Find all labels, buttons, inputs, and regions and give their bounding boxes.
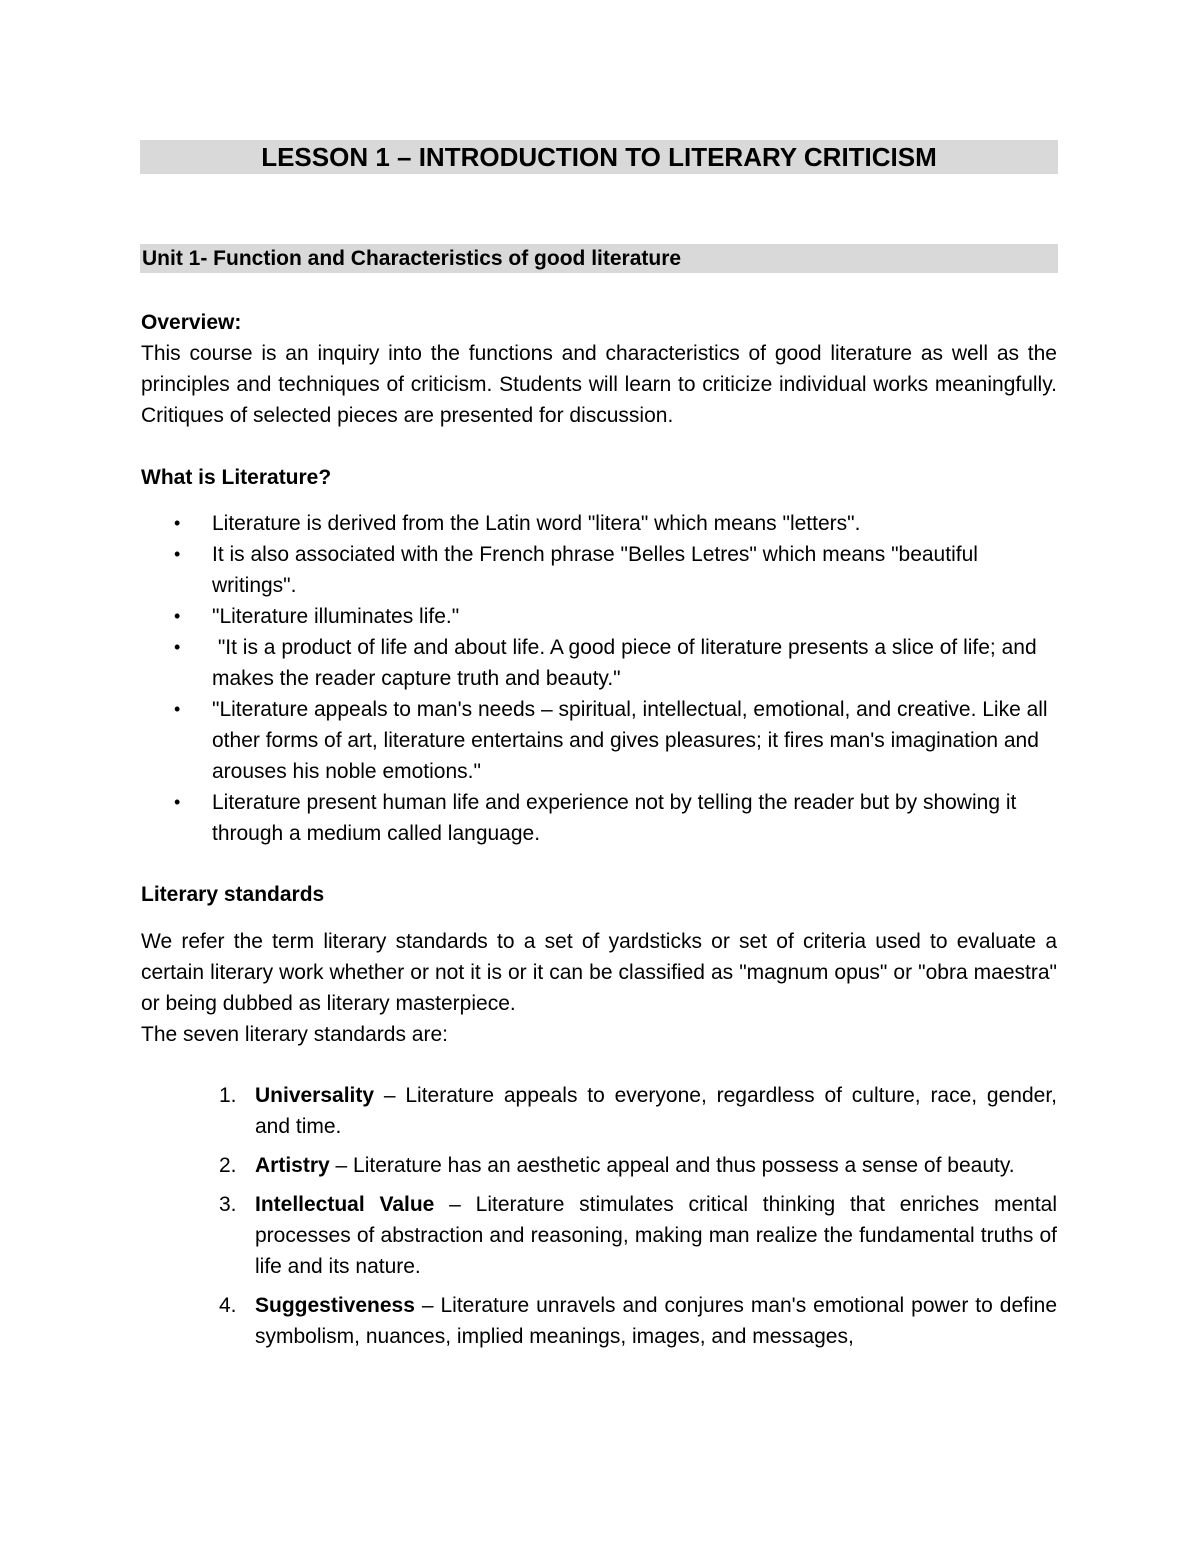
literary-standards-heading: Literary standards bbox=[141, 883, 325, 906]
overview-text: This course is an inquiry into the functions and characteristics of good literature as well as the principles and techniques of criticism. Students will learn to criticize individual works meaningfully. Critiques of selected pieces are presented for discussion. bbox=[141, 342, 1057, 427]
standard-term: Suggestiveness bbox=[255, 1294, 415, 1317]
overview-heading: Overview: bbox=[141, 311, 242, 334]
literary-standards-list bbox=[141, 1080, 1057, 1360]
item-number: 3. bbox=[219, 1193, 237, 1216]
list-item bbox=[141, 1189, 1057, 1282]
bullet-icon: • bbox=[174, 606, 181, 626]
bullet-icon: • bbox=[174, 544, 181, 564]
standard-description: – Literature has an aesthetic appeal and thus possess a sense of beauty. bbox=[329, 1154, 1015, 1177]
bullet-text: "It is a product of life and about life. A good piece of literature presents a slice of life; and makes the reader capture truth and beauty." bbox=[212, 636, 1043, 690]
bullet-icon: • bbox=[174, 513, 181, 533]
lesson-title: LESSON 1 – INTRODUCTION TO LITERARY CRITICISM bbox=[261, 142, 937, 172]
bullet-text: "Literature illuminates life." bbox=[212, 605, 460, 628]
list-item bbox=[141, 1080, 1057, 1142]
list-item bbox=[141, 694, 1057, 787]
unit-heading: Unit 1- Function and Characteristics of good literature bbox=[142, 247, 682, 270]
list-item bbox=[141, 508, 1057, 539]
bullet-text: Literature present human life and experience not by telling the reader but by showing it through a medium called language. bbox=[212, 791, 1017, 845]
list-item bbox=[141, 539, 1057, 601]
lesson-title-bar bbox=[140, 140, 1058, 174]
standard-description: – Literature stimulates critical thinking that enriches mental processes of abstraction and reasoning, making man realize the fundamental truths of life and its nature. bbox=[255, 1193, 1058, 1278]
standard-term: Intellectual Value bbox=[255, 1193, 435, 1216]
standard-term: Universality bbox=[255, 1084, 375, 1107]
unit-heading-bar bbox=[140, 244, 1058, 273]
literature-bullet-list bbox=[141, 508, 1057, 849]
what-is-literature-heading: What is Literature? bbox=[141, 466, 332, 489]
standard-description: – Literature unravels and conjures man's emotional power to define symbolism, nuances, implied meanings, images, and messages, bbox=[255, 1294, 1057, 1348]
list-item bbox=[141, 601, 1057, 632]
bullet-text: "Literature appeals to man's needs – spiritual, intellectual, emotional, and creative. Like all other forms of art, literature entertains and gives pleasures; it fires man's imagination and arouses his noble emotions." bbox=[212, 698, 1048, 783]
list-item bbox=[141, 787, 1057, 849]
list-item bbox=[141, 632, 1057, 694]
literary-standards-heading-block bbox=[141, 879, 1057, 910]
list-item bbox=[141, 1150, 1057, 1181]
item-number: 4. bbox=[219, 1294, 237, 1317]
item-number: 2. bbox=[219, 1154, 237, 1177]
standard-description: – Literature appeals to everyone, regardless of culture, race, gender, and time. bbox=[255, 1084, 1057, 1138]
overview-section bbox=[141, 307, 1057, 431]
item-number: 1. bbox=[219, 1084, 237, 1107]
bullet-text: Literature is derived from the Latin word "litera" which means "letters". bbox=[212, 512, 861, 535]
bullet-text: It is also associated with the French phrase "Belles Letres" which means "beautiful writings". bbox=[212, 543, 978, 597]
standard-term: Artistry bbox=[255, 1154, 330, 1177]
literary-standards-intro: We refer the term literary standards to a set of yardsticks or set of criteria used to evaluate a certain literary work whether or not it is or it can be classified as "magnum opus" or "obra maestra" or being dubbed as literary masterpiece. bbox=[141, 930, 1057, 1015]
bullet-icon: • bbox=[174, 792, 181, 812]
what-is-literature-section bbox=[141, 462, 1057, 493]
literary-standards-lead: The seven literary standards are: bbox=[141, 1023, 448, 1046]
bullet-icon: • bbox=[174, 637, 181, 657]
list-item bbox=[141, 1290, 1057, 1352]
literary-standards-intro-block bbox=[141, 926, 1057, 1050]
bullet-icon: • bbox=[174, 699, 181, 719]
